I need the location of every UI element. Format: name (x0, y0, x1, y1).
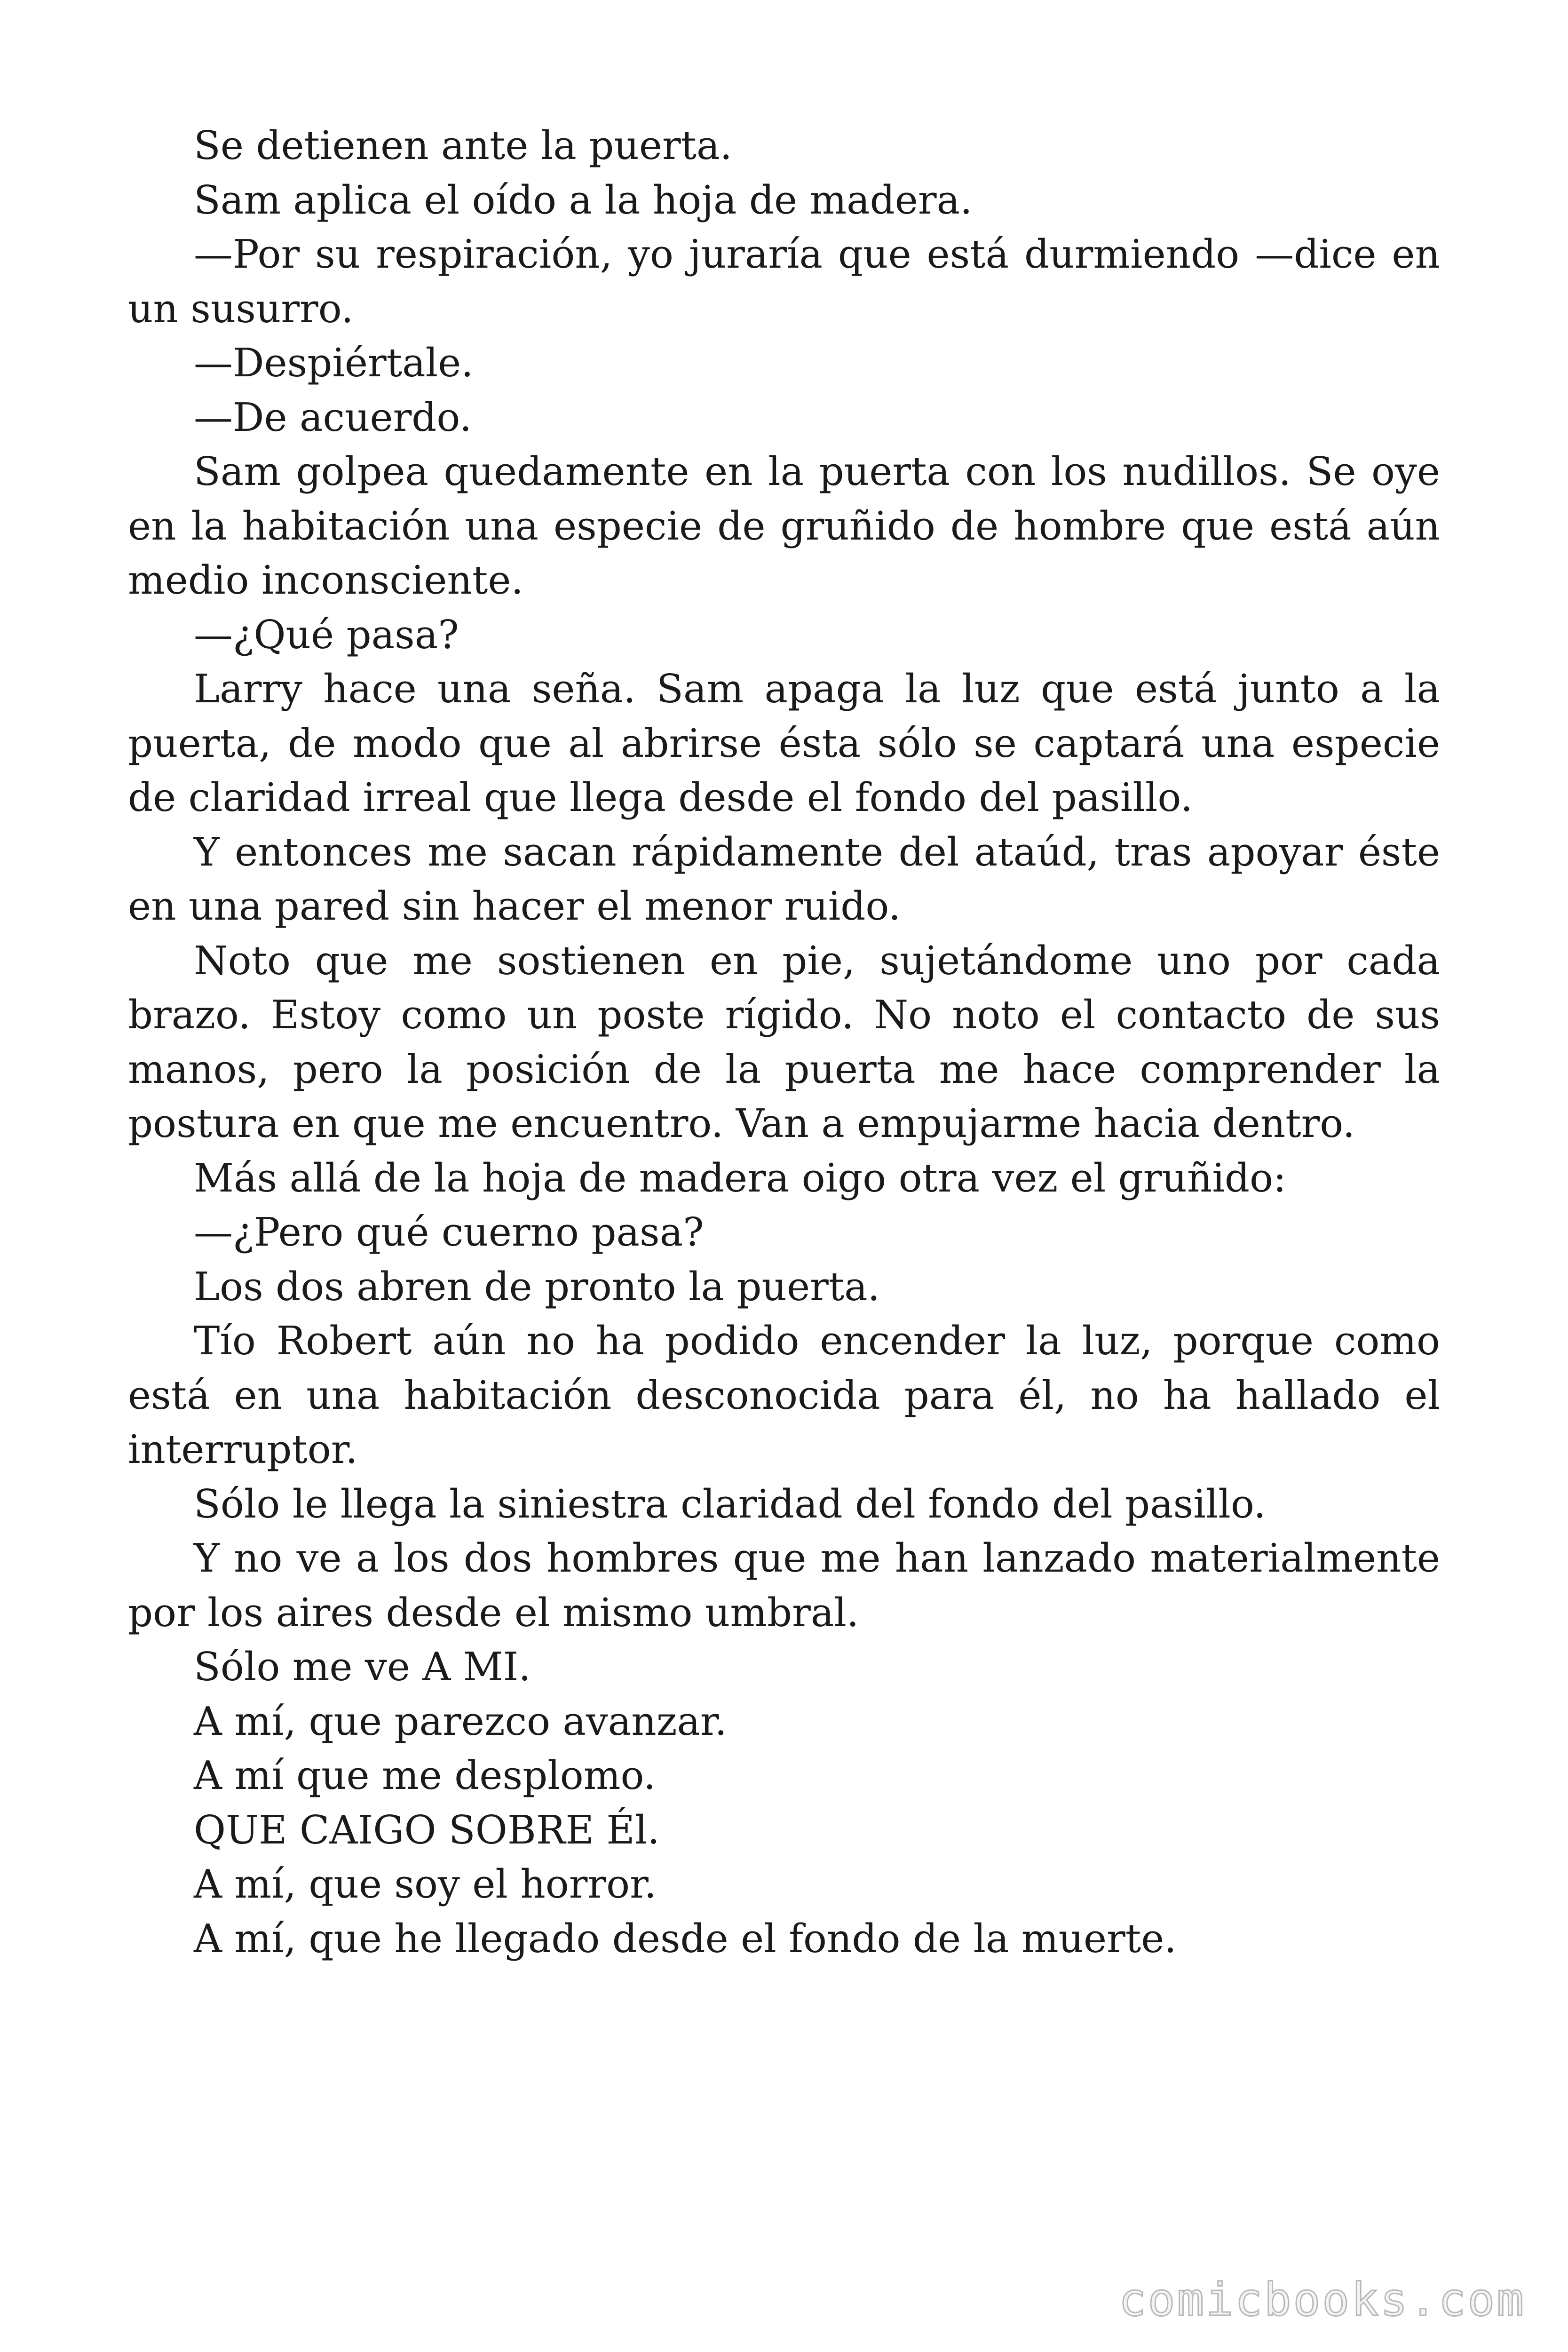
paragraph: Sam aplica el oído a la hoja de madera. (194, 177, 973, 223)
paragraph: Se detienen ante la puerta. (194, 123, 732, 168)
paragraph: A mí que me desplomo. (194, 1753, 656, 1798)
paragraph: Más allá de la hoja de madera oigo otra vez el gruñido: (194, 1155, 1286, 1201)
page-text (128, 119, 1440, 1966)
paragraph: —¿Qué pasa? (194, 612, 459, 658)
paragraph: Y no ve a los dos hombres que me han lanzado materialmente por los aires desde el mismo umbral. (128, 1535, 1440, 1636)
paragraph: —Despiértale. (194, 340, 474, 386)
watermark: comicbooks.com (1118, 2273, 1526, 2326)
paragraph: Tío Robert aún no ha podido encender la luz, porque como está en una habitación desconocida para él, no ha hallado el interruptor. (128, 1318, 1440, 1472)
paragraph: A mí, que he llegado desde el fondo de la muerte. (194, 1915, 1177, 1962)
paragraph: —Por su respiración, yo juraría que está durmiendo —dice en un susurro. (128, 231, 1440, 332)
paragraph: —De acuerdo. (194, 394, 472, 440)
paragraph: Sólo me ve A MI. (194, 1644, 531, 1690)
paragraph: A mí, que soy el horror. (194, 1861, 657, 1907)
paragraph: Los dos abren de pronto la puerta. (194, 1263, 880, 1310)
paragraph: A mí, que parezco avanzar. (194, 1698, 727, 1744)
paragraph: QUE CAIGO SOBRE Él. (194, 1807, 660, 1853)
paragraph: —¿Pero qué cuerno pasa? (194, 1209, 704, 1255)
paragraph: Y entonces me sacan rápidamente del ataúd, tras apoyar éste en una pared sin hacer el menor ruido. (128, 829, 1440, 929)
paragraph: Larry hace una seña. Sam apaga la luz que está junto a la puerta, de modo que al abrirse ésta sólo se captará una especie de claridad irreal que llega desde el fondo del pasillo. (128, 666, 1440, 820)
paragraph: Noto que me sostienen en pie, sujetándome uno por cada brazo. Estoy como un poste rígido. No noto el contacto de sus manos, pero la posición de la puerta me hace comprender la postura en que me encuentro. Van a empujarme hacia dentro. (128, 938, 1440, 1146)
paragraph: Sam golpea quedamente en la puerta con los nudillos. Se oye en la habitación una especie de gruñido de hombre que está aún medio inconsciente. (128, 449, 1440, 603)
paragraph: Sólo le llega la siniestra claridad del fondo del pasillo. (194, 1481, 1266, 1527)
